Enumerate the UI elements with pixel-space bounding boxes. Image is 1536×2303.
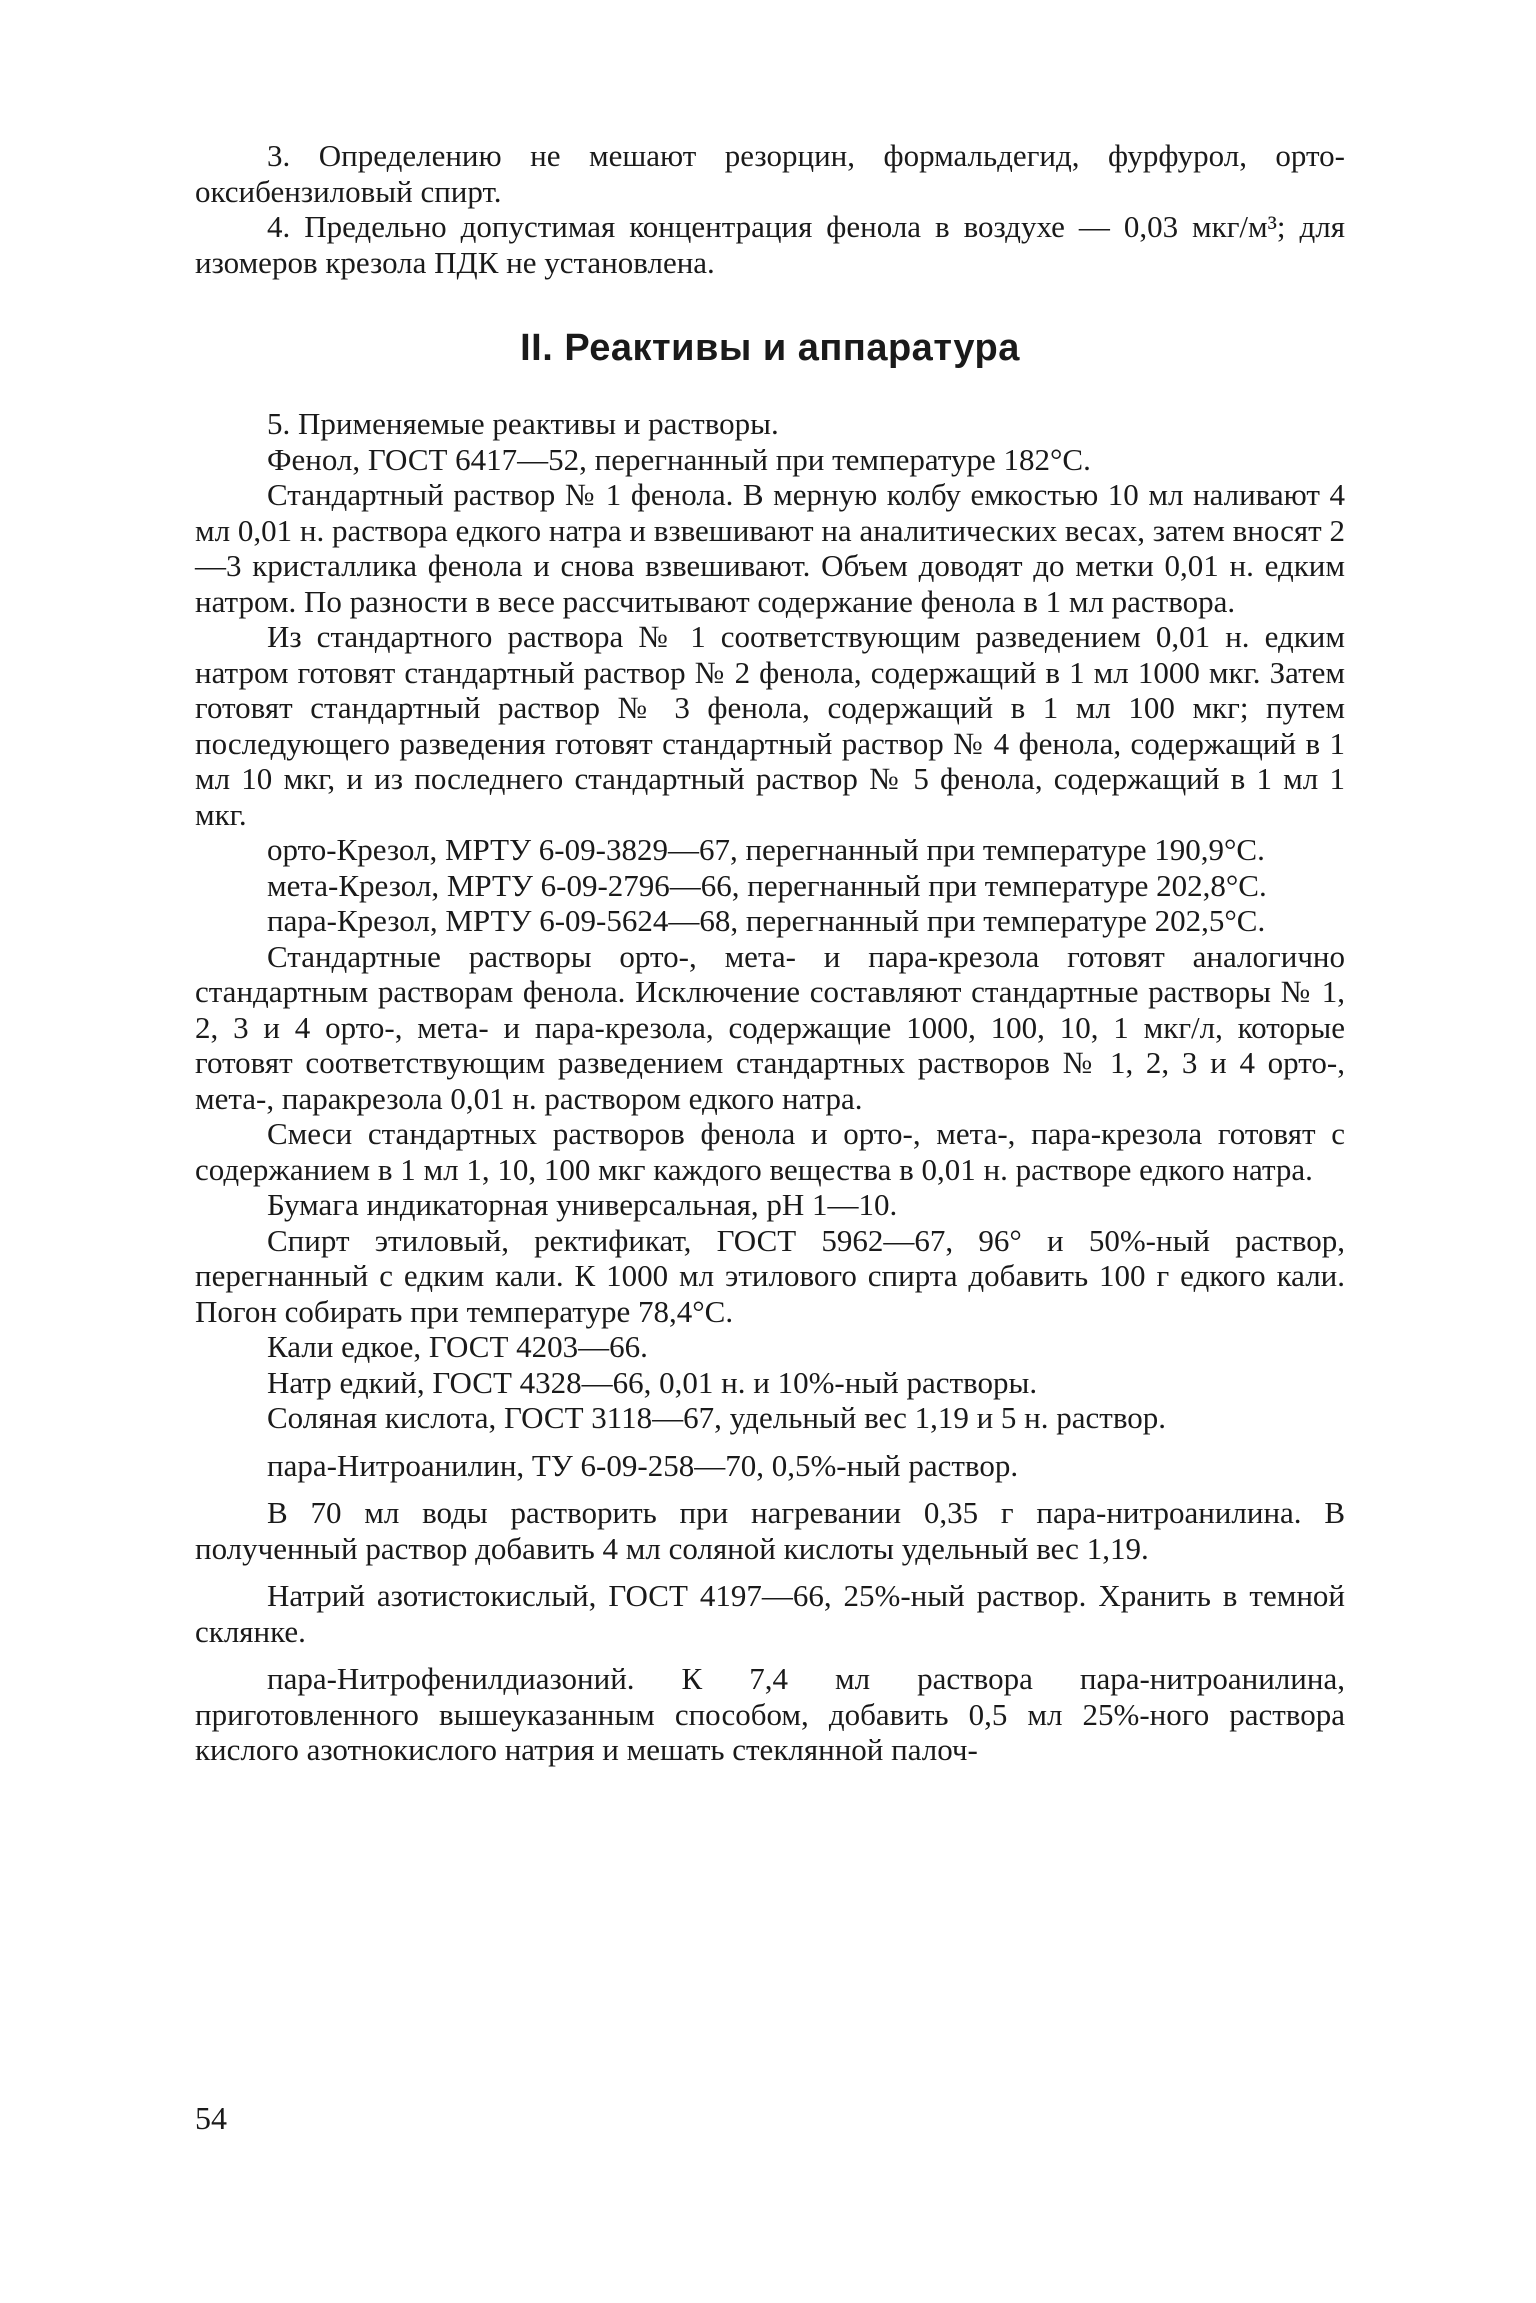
paragraph: орто-Крезол, МРТУ 6-09-3829—67, перегнанный при температуре 190,9°С. [267, 832, 1265, 867]
paragraph: Натрий азотистокислый, ГОСТ 4197—66, 25%-ный раствор. Хранить в темной склянке. [195, 1578, 1345, 1649]
section-heading: II. Реактивы и аппаратура [520, 327, 1020, 369]
paragraph: Соляная кислота, ГОСТ 3118—67, удельный вес 1,19 и 5 н. раствор. [267, 1400, 1166, 1435]
paragraph: Стандартный раствор № 1 фенола. В мерную колбу емкостью 10 мл наливают 4 мл 0,01 н. раствора едкого натра и взвешивают на аналитических весах, затем вносят 2—3 кристаллика фенола и снова взвешивают. Объем доводят до метки 0,01 н. едким натром. По разности в весе рассчитывают содержание фенола в 1 мл раствора. [195, 477, 1345, 619]
paragraph: 5. Применяемые реактивы и растворы. [267, 406, 779, 441]
paragraph: Смеси стандартных растворов фенола и орто-, мета-, пара-крезола готовят с содержанием в 1 мл 1, 10, 100 мкг каждого вещества в 0,01 н. растворе едкого натра. [195, 1116, 1345, 1187]
paragraph: Кали едкое, ГОСТ 4203—66. [267, 1329, 648, 1364]
paragraph: 3. Определению не мешают резорцин, формальдегид, фурфурол, орто-оксибензиловый спирт. [195, 138, 1345, 209]
paragraph: мета-Крезол, МРТУ 6-09-2796—66, перегнанный при температуре 202,8°С. [267, 867, 1267, 903]
paragraph: Из стандартного раствора № 1 соответствующим разведением 0,01 н. едким натром готовят стандартный раствор № 2 фенола, содержащий в 1 мл 1000 мкг. Затем готовят стандартный раствор № 3 фенола, содержащий в 1 мл 100 мкг; путем последующего разведения готовят стандартный раствор № 4 фенола, содержащий в 1 мл 10 мкг, и из последнего стандартный раствор № 5 фенола, содержащий в 1 мл 1 мкг. [195, 619, 1345, 832]
paragraph: пара-Крезол, МРТУ 6-09-5624—68, перегнанный при температуре 202,5°С. [267, 903, 1266, 938]
paragraph: Фенол, ГОСТ 6417—52, перегнанный при температуре 182°С. [267, 441, 1091, 477]
paragraph: Бумага индикаторная универсальная, рН 1—10. [267, 1187, 898, 1222]
paragraph: Стандартные растворы орто-, мета- и пара-крезола готовят аналогично стандартным растворам фенола. Исключение составляют стандартные растворы № 1, 2, 3 и 4 орто-, мета- и пара-крезола, содержащие 1000, 100, 10, 1 мкг/л, которые готовят соответствующим разведением стандартных растворов № 1, 2, 3 и 4 орто-, мета-, паракрезола 0,01 н. раствором едкого натра. [195, 938, 1345, 1116]
paragraph: Спирт этиловый, ректификат, ГОСТ 5962—67, 96° и 50%-ный раствор, перегнанный с едким кали. К 1000 мл этилового спирта добавить 100 г едкого кали. Погон собирать при температуре 78,4°С. [195, 1222, 1345, 1329]
paragraph: 4. Предельно допустимая концентрация фенола в воздухе — 0,03 мкг/м³; для изомеров крезола ПДК не установлена. [195, 209, 1345, 280]
document-page [195, 138, 1345, 1768]
paragraph: В 70 мл воды растворить при нагревании 0,35 г пара-нитроанилина. В полученный раствор добавить 4 мл соляной кислоты удельный вес 1,19. [195, 1495, 1345, 1566]
paragraph: пара-Нитроанилин, ТУ 6-09-258—70, 0,5%-ный раствор. [267, 1447, 1019, 1483]
paragraph: Натр едкий, ГОСТ 4328—66, 0,01 н. и 10%-ный растворы. [267, 1364, 1038, 1400]
page-number: 54 [195, 2100, 227, 2136]
paragraph: пара-Нитрофенилдиазоний. К 7,4 мл раствора пара-нитроанилина, приготовленного вышеуказанным способом, добавить 0,5 мл 25%-ного раствора кислого азотнокислого натрия и мешать стеклянной палоч- [195, 1661, 1345, 1767]
